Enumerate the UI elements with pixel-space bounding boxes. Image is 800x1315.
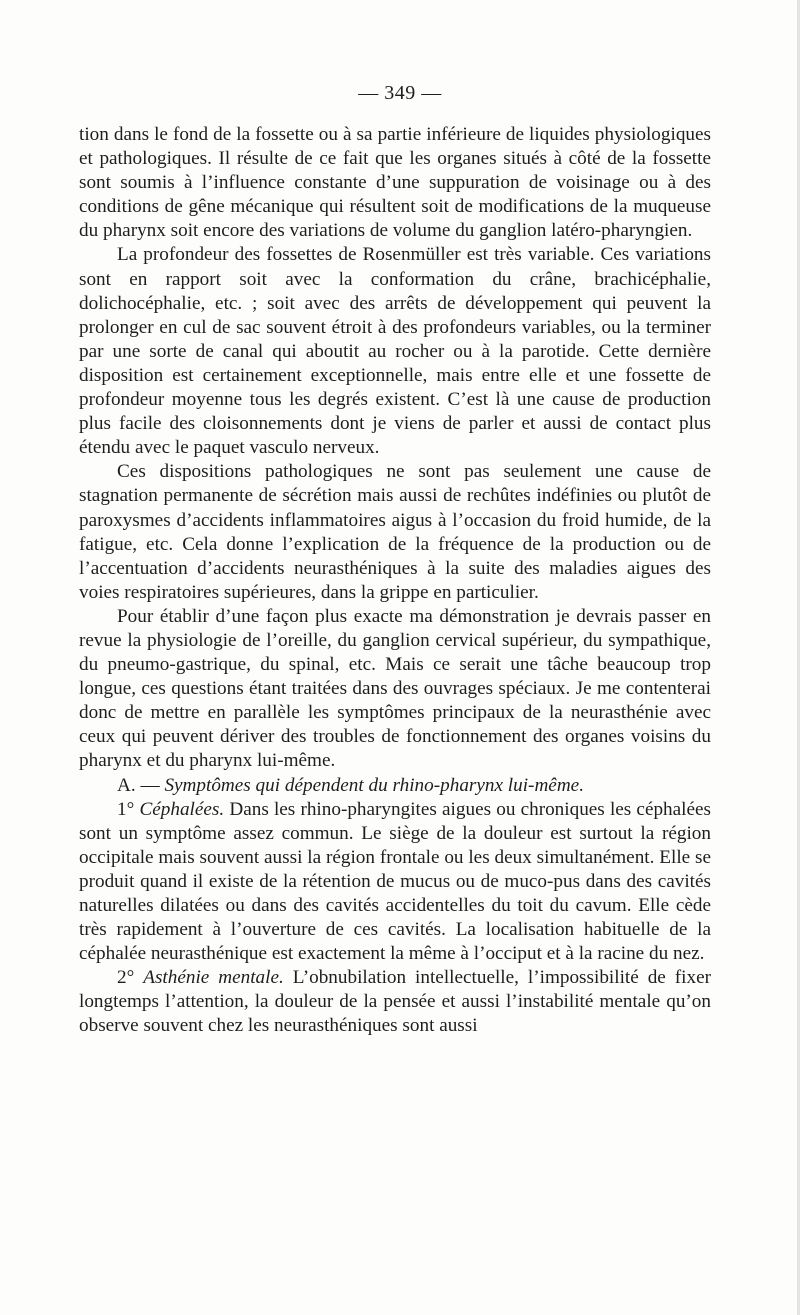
item-text: L’obnubilation intellectuelle, l’impossibilité de fixer longtemps l’attention, la douleur de la pensée et aussi l’instabilité mentale qu’on observe souvent chez les neurasthéniques sont aussi: [79, 967, 711, 1037]
paragraph-4: Pour établir d’une façon plus exacte ma démonstration je devrais passer en revue la physiologie de l’oreille, du ganglion cervical supérieur, du sympathique, du pneumo-gastrique, du spinal, etc. Mais ce serait une tâche beaucoup trop longue, ces questions étant traitées dans des ouvrages spéciaux. Je me contenterai donc de mettre en parallèle les symptômes principaux de la neurasthénie avec ceux qui peuvent dériver des troubles de fonctionnement des organes voisins du pharynx et du pharynx lui-même.: [79, 605, 711, 772]
section-heading-title: Symptômes qui dépendent du rhino-pharynx lui-même.: [164, 774, 584, 796]
body-text: [79, 123, 711, 1039]
item-number: 2°: [117, 967, 144, 989]
item-title: Asthénie mentale.: [143, 967, 284, 989]
item-number: 1°: [117, 798, 140, 820]
section-heading-lead: A. —: [117, 774, 165, 796]
paragraph-3: Ces dispositions pathologiques ne sont pas seulement une cause de stagnation permanente de sécrétion mais aussi de rechûtes indéfinies ou plutôt de paroxysmes d’accidents inflammatoires aigus à l’occasion du froid humide, de la fatigue, etc. Cela donne l’explication de la fréquence de la production ou de l’accentuation d’accidents neurasthéniques à la suite des maladies aigues des voies respiratoires supérieures, dans la grippe en particulier.: [79, 461, 711, 603]
paragraph-cephalees: [79, 798, 711, 967]
section-heading-a: [79, 774, 711, 798]
item-text: Dans les rhino-pharyngites aigues ou chroniques les céphalées sont un symptôme assez commun. Le siège de la douleur est surtout la région occipitale mais souvent aussi la région frontale ou les deux simultanément. Elle se produit quand il existe de la rétention de mucus ou de muco-pus dans des cavités naturelles dilatées ou dans des cavités accidentelles du toit du cavum. Elle cède très rapidement à l’ouverture de ces cavités. La localisation habituelle de la céphalée neurasthénique est exactement la même à l’occiput et à la racine du nez.: [79, 798, 711, 965]
page-number: — 349 —: [358, 82, 442, 104]
paragraph-1: tion dans le fond de la fossette ou à sa partie inférieure de liquides physiologiques et pathologiques. Il résulte de ce fait que les organes situés à côté de la fossette sont soumis à l’influence constante d’une suppuration de voisinage ou à des conditions de gêne mécanique qui résultent soit de modifications de la muqueuse du pharynx soit encore des variations de volume du ganglion latéro-pharyngien.: [79, 124, 711, 242]
item-title: Céphalées.: [139, 798, 225, 820]
paragraph-asthenie: [79, 966, 711, 1038]
paragraph-2: La profondeur des fossettes de Rosenmüller est très variable. Ces variations sont en rapport soit avec la conformation du crâne, brachicéphalie, dolichocéphalie, etc. ; soit avec des arrêts de développement qui peuvent la prolonger en cul de sac souvent étroit à des profondeurs variables, ou la terminer par une sorte de canal qui aboutit au rocher ou à la parotide. Cette dernière disposition est certainement exceptionnelle, mais entre elle et une fossette de profondeur moyenne tous les degrés existent. C’est là une cause de production plus facile des cloisonnements dont je viens de parler et aussi de contact plus étendu avec le paquet vasculo nerveux.: [79, 244, 711, 459]
